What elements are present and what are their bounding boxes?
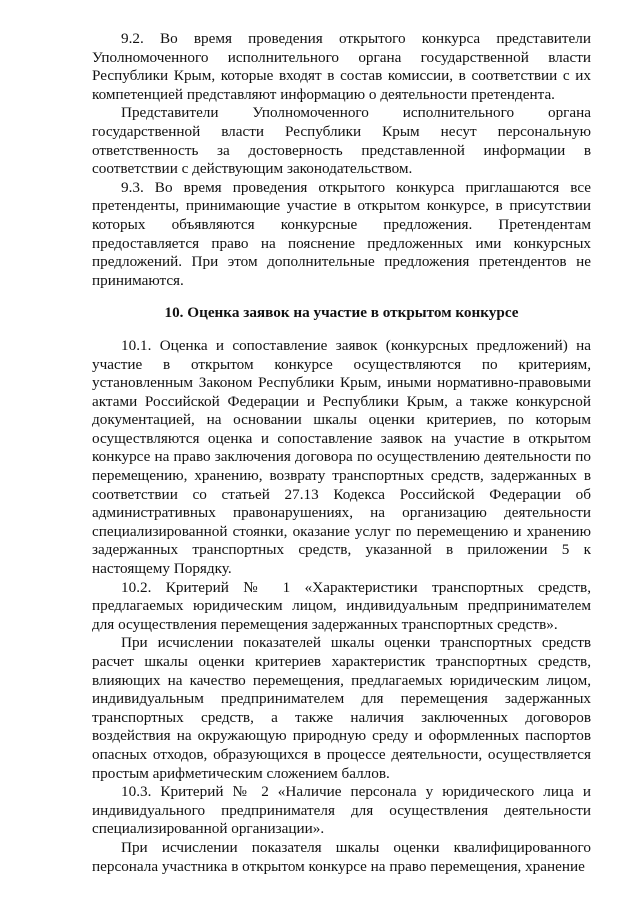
- section-heading: 10. Оценка заявок на участие в открытом конкурсе: [164, 304, 519, 322]
- paragraph-representatives: Представители Уполномоченного исполнительного органа государственной власти Республики Крым несут персональную ответственность за достоверность представленной информации в соответствии с действующим законодательством.: [92, 104, 591, 178]
- document-page: [92, 30, 591, 876]
- paragraph-10-2: 10.2. Критерий № 1 «Характеристики транспортных средств, предлагаемых юридическим лицом, индивидуальным предпринимателем для осуществления перемещения задержанных транспортных средств».: [92, 578, 591, 633]
- paragraph-calculation-personnel: При исчислении показателя шкалы оценки квалифицированного персонала участника в открытом конкурсе на право перемещения, хранение: [92, 838, 591, 875]
- paragraph-9-2: 9.2. Во время проведения открытого конкурса представители Уполномоченного исполнительного органа государственной власти Республики Крым, которые входят в состав комиссии, в соответствии с их компетенцией представляют информацию о деятельности претендента.: [92, 30, 591, 103]
- paragraph-9-3: 9.3. Во время проведения открытого конкурса приглашаются все претенденты, принимающие участие в открытом конкурсе, в присутствии которых объявляются конкурсные предложения. Претендентам предоставляется право на пояснение предложенных ими конкурсных предложений. При этом дополнительные предложения претендентов не принимаются.: [92, 178, 591, 289]
- paragraph-calculation-transport: При исчислении показателей шкалы оценки транспортных средств расчет шкалы оценки критериев характеристик транспортных средств, влияющих на качество перемещения, предлагаемых юридическим лицом, индивидуальным предпринимателем для перемещения задержанных транспортных средств, а также наличия заключенных договоров воздействия на окружающую природную среду и оформленных паспортов опасных отходов, образующихся в процессе деятельности, осуществляется простым арифметическим сложением баллов.: [92, 634, 591, 782]
- paragraph-10-3: 10.3. Критерий № 2 «Наличие персонала у юридического лица и индивидуального предпринимателя для осуществления деятельности специализированной организации».: [92, 783, 591, 838]
- paragraph-10-1: 10.1. Оценка и сопоставление заявок (конкурсных предложений) на участие в открытом конкурсе осуществляются по критериям, установленным Законом Республики Крым, иными нормативно-правовыми актами Российской Федерации и Республики Крым, а также конкурсной документацией, на основании шкалы оценки критериев, по которым осуществляются оценка и сопоставление заявок на участие в открытом конкурсе на право заключения договора по осуществлению деятельности по перемещению, хранению, возврату транспортных средств, задержанных в соответствии со статьей 27.13 Кодекса Российской Федерации об административных правонарушениях, на организацию деятельности специализированной стоянки, оказание услуг по перемещению и хранению задержанных транспортных средств, указанной в приложении 5 к настоящему Порядку.: [92, 336, 591, 578]
